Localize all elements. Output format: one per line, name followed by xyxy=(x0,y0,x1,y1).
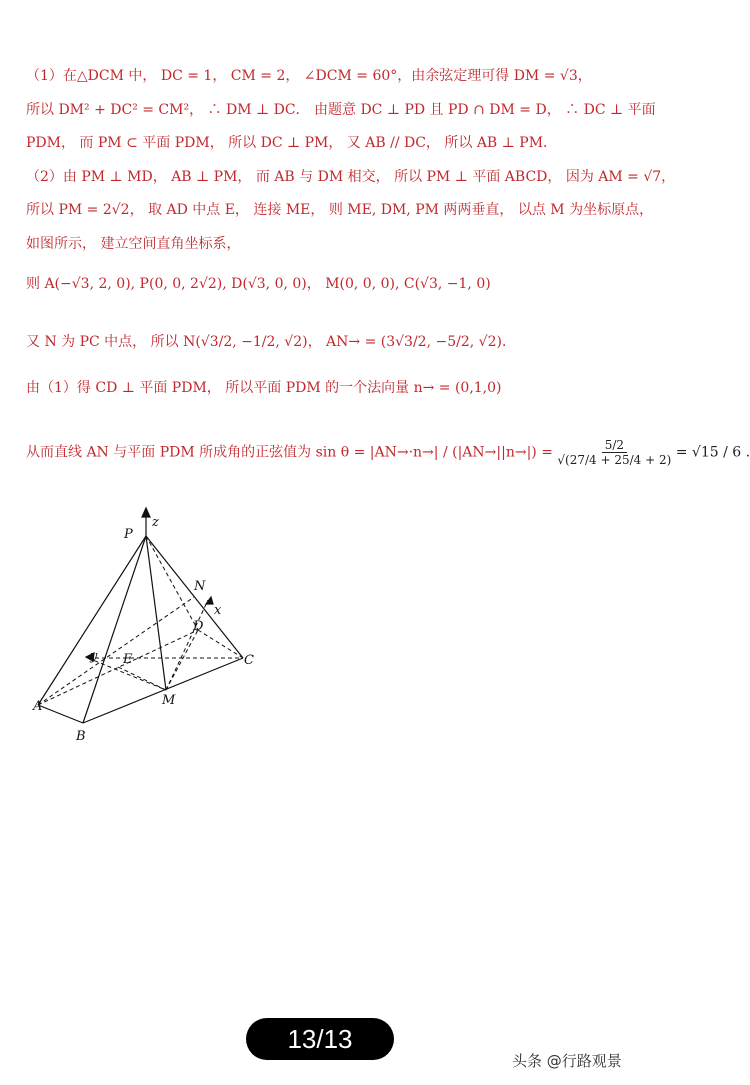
label-B: B xyxy=(76,729,86,744)
label-A: A xyxy=(33,699,43,714)
sine-denominator: √(27/4 + 25/4 + 2) xyxy=(557,453,672,467)
sine-result: = √15 / 6 . xyxy=(675,444,750,461)
label-x: x xyxy=(214,603,222,618)
sine-numerator: 5/2 xyxy=(602,438,627,453)
label-P: P xyxy=(124,527,133,542)
label-C: C xyxy=(244,653,254,668)
sine-fraction xyxy=(557,438,671,467)
label-M: M xyxy=(162,693,176,708)
coordinates-line: 则 A(−√3, 2, 0), P(0, 0, 2√2), D(√3, 0, 0)， M(0, 0, 0), C(√3, −1, 0) xyxy=(26,276,491,292)
solution-part1-line2: 所以 DM² + DC² = CM²， ∴ DM ⊥ DC． 由题意 DC ⊥ PD 且 PD ∩ DM = D， ∴ DC ⊥ 平面 xyxy=(26,102,656,118)
label-N: N xyxy=(194,579,206,594)
solution-part2-line2: 所以 PM = 2√2， 取 AD 中点 E， 连接 ME， 则 ME, DM, PM 两两垂直， 以点 M 为坐标原点， xyxy=(26,202,654,218)
solution-part1-line3: PDM， 而 PM ⊂ 平面 PDM， 所以 DC ⊥ PM， 又 AB // DC， 所以 AB ⊥ PM． xyxy=(26,135,558,151)
solid-edges xyxy=(38,536,243,723)
pyramid-figure xyxy=(28,500,278,750)
midpoint-line: 又 N 为 PC 中点， 所以 N(√3/2, −1/2, √2)， AN→ = (3√3/2, −5/2, √2)． xyxy=(26,334,516,350)
watermark: 头条 @行路观景 xyxy=(512,1052,622,1070)
normal-vector-line: 由（1）得 CD ⊥ 平面 PDM， 所以平面 PDM 的一个法向量 n→ = (0,1,0) xyxy=(26,380,502,396)
label-E: E xyxy=(123,652,133,667)
solution-part2-line1: （2）由 PM ⊥ MD， AB ⊥ PM， 而 AB 与 DM 相交， 所以 PM ⊥ 平面 ABCD， 因为 AM = √7， xyxy=(26,169,676,185)
label-z: z xyxy=(152,515,159,530)
dashed-edges xyxy=(38,536,243,705)
label-y: y xyxy=(90,649,98,664)
sine-line xyxy=(26,438,750,467)
sine-text: 从而直线 AN 与平面 PDM 所成角的正弦值为 sin θ = |AN→·n→| / (|AN→||n→|) = xyxy=(26,444,553,461)
label-D: D xyxy=(193,619,204,634)
solution-part1-line1: （1）在△DCM 中， DC = 1， CM = 2， ∠DCM = 60°，由余弦定理可得 DM = √3， xyxy=(26,68,592,84)
solution-part2-line3: 如图所示， 建立空间直角坐标系， xyxy=(26,236,241,252)
page-indicator: 13/13 xyxy=(246,1018,394,1060)
